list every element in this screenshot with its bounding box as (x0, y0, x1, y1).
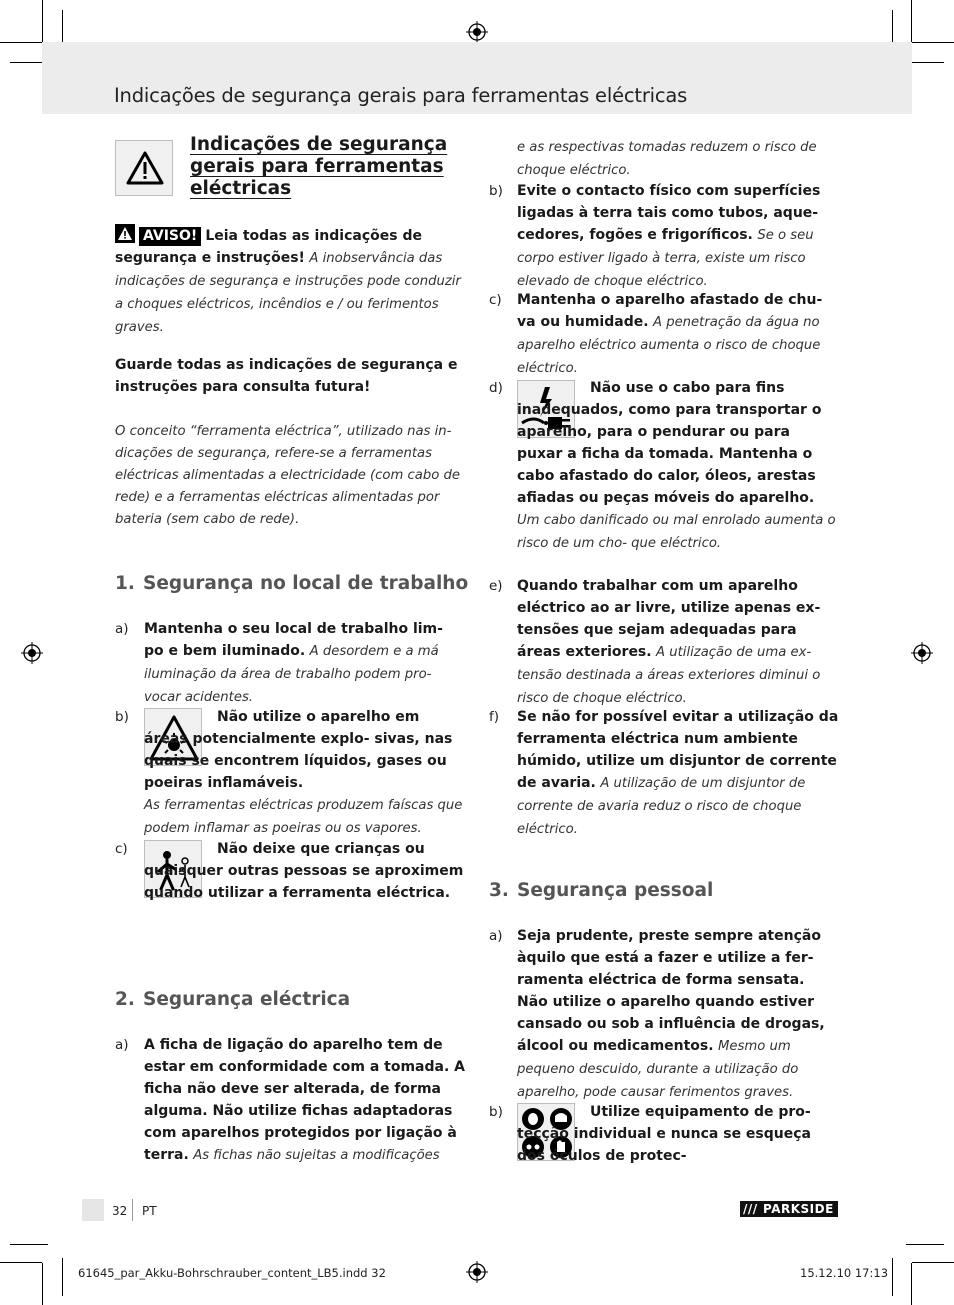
section-heading-3: 3. Segurança pessoal (489, 880, 714, 901)
list-item: Não deixe que crianças ou quaisquer outras pessoas se aproximem quando utilizar a ferramenta eléctrica. (144, 841, 464, 901)
crop-mark (42, 1263, 43, 1305)
list-item: Utilize equipamento de pro- tecção individual e nunca se esqueça dos óculos de protec- (517, 1104, 811, 1164)
footer-divider (132, 1199, 133, 1221)
list-item: Se não for possível evitar a utilização da ferramenta eléctrica num ambiente húmido, utilize um disjuntor de corrente de avaria. A utilização de um disjuntor de corrente de avaria reduz o risco de choque eléctrico. (517, 709, 839, 837)
crop-mark (892, 1258, 893, 1296)
item-letter: c) (115, 841, 128, 857)
crop-mark (912, 42, 954, 43)
list-item: Seja prudente, preste sempre atenção àquilo que está a fazer e utilize a fer- ramenta eléctrica de forma sensata. Não utilize o aparelho quando estiver cansado ou sob a influência de drogas, álcool ou medicamentos. Mesmo um pequeno descuido, durante a utilização do aparelho, pode causar ferimentos graves. (517, 928, 825, 1100)
brand-logo: /// PARKSIDE (740, 1201, 838, 1217)
section-heading-2: 2. Segurança eléctrica (115, 989, 351, 1010)
warning-paragraph (115, 224, 467, 339)
list-item: Mantenha o aparelho afastado de chu- va ou humidade. A penetração da água no aparelho eléctrico aumenta o risco de choque eléctrico. (517, 292, 823, 376)
item-letter: a) (115, 1037, 129, 1053)
list-item: Mantenha o seu local de trabalho lim- po e bem iluminado. A desordem e a má iluminação da área de trabalho podem pro- vocar acidentes. (144, 621, 443, 705)
warning-box (115, 140, 173, 196)
list-item: Não use o cabo para fins inadequados, como para transportar o aparelho, para o pendurar ou para puxar a ficha da tomada. Mantenha o cabo afastado do calor, óleos, arestas afiadas ou peças móveis do aparelho. Um cabo danificado ou mal enrolado aumenta o risco de um cho- que eléctrico. (517, 380, 836, 551)
item-letter: b) (489, 1104, 503, 1120)
warning-triangle-icon (116, 141, 174, 197)
warning-italic: A inobservância das indicações de segurança e instruções pode conduzir a choques eléctricos, incêndios e / ou ferimentos graves. (115, 251, 461, 335)
file-info: 61645_par_Akku-Bohrschrauber_content_LB5.indd 32 (78, 1266, 386, 1280)
item-letter: f) (489, 709, 500, 725)
list-item: A ficha de ligação do aparelho tem de estar em conformidade com a tomada. A ficha não deve ser alterada, de forma alguma. Não utilize fichas adaptadoras com aparelhos protegidos por ligação à terra. As fichas não sujeitas a modificações (144, 1037, 465, 1163)
warning-triangle-icon (115, 224, 135, 243)
item-letter: d) (489, 380, 503, 396)
registration-mark-icon (911, 642, 933, 664)
page-title: Indicações de segurança gerais para ferramentas eléctricas (114, 84, 688, 107)
item-letter: e) (489, 578, 503, 594)
keep-instructions: Guarde todas as indicações de segurança e instruções para consulta futura! (115, 357, 458, 395)
crop-mark (10, 1244, 48, 1245)
crop-mark (911, 0, 912, 42)
crop-mark (0, 1262, 42, 1263)
crop-mark (912, 1262, 954, 1263)
warning-badge: AVISO! (139, 227, 201, 246)
print-date: 15.12.10 17:13 (800, 1266, 889, 1280)
list-item: Evite o contacto físico com superfícies ligadas à terra tais como tubos, aque- cedores, fogões e frigoríficos. Se o seu corpo estiver ligado à terra, existe um risco elevado de choque eléctrico. (517, 183, 821, 289)
item-letter: b) (115, 709, 129, 725)
main-heading: Indicações de segurança gerais para ferramentas eléctricas (190, 134, 448, 199)
item-letter: b) (489, 183, 503, 199)
crop-mark (906, 1244, 944, 1245)
registration-mark-icon (466, 21, 488, 43)
list-item-continued: e as respectivas tomadas reduzem o risco de choque eléctrico. (517, 140, 817, 178)
crop-mark (62, 1258, 63, 1296)
registration-mark-icon (466, 1261, 488, 1283)
list-item: Não utilize o aparelho em áreas potencialmente explo- sivas, nas quais se encontrem líquidos, gases ou poeiras inflamáveis. (144, 709, 453, 791)
registration-mark-icon (21, 642, 43, 664)
list-item: Quando trabalhar com um aparelho eléctrico ao ar livre, utilize apenas ex- tensões que sejam adequadas para áreas exteriores. A utilização de uma ex- tensão destinada a áreas exteriores diminui o risco de choque eléctrico. (517, 578, 821, 706)
item-letter: a) (115, 621, 129, 637)
crop-mark (42, 0, 43, 42)
page-number: 32 (112, 1204, 128, 1218)
item-letter: a) (489, 928, 503, 944)
list-item-note: As ferramentas eléctricas produzem faíscas que podem inflamar as poeiras ou os vapores. (144, 798, 463, 836)
item-letter: c) (489, 292, 502, 308)
crop-mark (911, 1263, 912, 1305)
concept-paragraph: O conceito “ferramenta eléctrica”, utilizado nas in- dicações de segurança, refere-se a ferramentas eléctricas alimentadas a electricidade (com cabo de rede) e a ferramentas eléctricas alimentadas por bateria (sem cabo de rede). (115, 424, 460, 527)
warning-bold: Leia todas as indicações de segurança e instruções! (115, 228, 422, 266)
page-number-box (82, 1199, 104, 1221)
crop-mark (0, 42, 42, 43)
page-language: PT (142, 1204, 157, 1218)
section-heading-1: 1. Segurança no local de trabalho (115, 573, 469, 594)
